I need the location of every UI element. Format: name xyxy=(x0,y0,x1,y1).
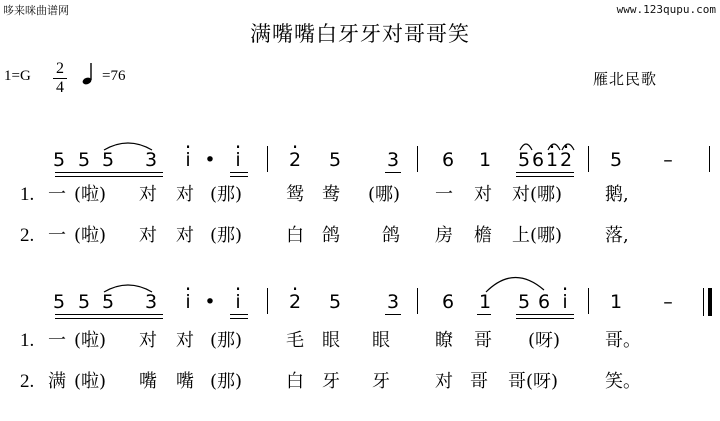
song-origin: 雁北民歌 xyxy=(593,70,658,88)
verse-number: 1. xyxy=(20,184,35,205)
lyric-syllable: 对 xyxy=(176,184,194,205)
note: 6 xyxy=(441,291,455,313)
lyric-syllable: 眼 xyxy=(322,330,340,351)
note: · 2 xyxy=(558,150,574,170)
lyric-syllable: 一 xyxy=(48,330,66,351)
lyric-syllable: 鹅, xyxy=(605,184,629,205)
lyric-syllable: 对 xyxy=(474,184,492,205)
note: 6 xyxy=(441,149,455,171)
note-dot: • xyxy=(204,149,216,171)
lyric-syllable: 一 xyxy=(48,225,66,246)
lyric-syllable: 落, xyxy=(605,225,629,246)
key-signature: 1=G xyxy=(4,68,31,84)
lyric-syllable: (那) xyxy=(210,330,243,351)
lyric-syllable: 对 xyxy=(435,371,453,392)
lyric-syllable: 对(哪) xyxy=(512,184,563,205)
lyric-syllable: 白 xyxy=(286,371,304,392)
lyric-syllable: 毛 xyxy=(286,330,304,351)
site-watermark-left: 哆来咪曲谱网 xyxy=(3,4,69,17)
lyric-syllable: (啦) xyxy=(74,184,107,205)
note: 3 xyxy=(386,149,400,171)
note: 5 xyxy=(101,149,115,171)
time-denominator: 4 xyxy=(56,79,64,96)
lyric-syllable: (啦) xyxy=(74,225,107,246)
lyric-syllable: (啦) xyxy=(74,330,107,351)
note: 5 xyxy=(77,291,91,313)
lyric-line xyxy=(0,372,720,394)
note: 5 xyxy=(328,149,342,171)
lyric-syllable: 鸯 xyxy=(322,184,340,205)
note: · i xyxy=(557,292,573,312)
lyric-syllable: 笑。 xyxy=(605,371,641,392)
note: 5 xyxy=(77,149,91,171)
note: 5 xyxy=(609,149,623,171)
lyric-syllable: 哥(呀) xyxy=(508,371,559,392)
lyric-syllable: 眼 xyxy=(372,330,390,351)
verse-number: 1. xyxy=(20,330,35,351)
slur xyxy=(484,270,546,294)
song-title: 满嘴嘴白牙牙对哥哥笑 xyxy=(250,22,470,46)
lyric-syllable: 瞭 xyxy=(435,330,453,351)
note: 3 xyxy=(386,291,400,313)
note: · 2 xyxy=(287,292,303,312)
lyric-syllable: 满 xyxy=(48,371,66,392)
lyric-syllable: 嘴 xyxy=(139,371,157,392)
note: 5 xyxy=(328,291,342,313)
note: · i xyxy=(230,150,246,170)
verse-number: 2. xyxy=(20,371,35,392)
lyric-syllable: 哥 xyxy=(474,330,492,351)
lyric-syllable: 鸽 xyxy=(382,225,400,246)
lyric-syllable: (啦) xyxy=(74,371,107,392)
lyric-syllable: 牙 xyxy=(322,371,340,392)
note: 5 xyxy=(52,291,66,313)
note: · 2 xyxy=(287,150,303,170)
lyric-syllable: 白 xyxy=(286,225,304,246)
note: 3 xyxy=(144,291,158,313)
lyric-syllable: (呀) xyxy=(528,330,561,351)
site-watermark-right: www.123qupu.com xyxy=(616,3,716,16)
lyric-line xyxy=(0,331,720,353)
note: · i xyxy=(230,292,246,312)
tempo-value: =76 xyxy=(102,68,126,84)
note: 6 xyxy=(531,149,545,171)
note-dash: – xyxy=(663,149,673,171)
lyric-syllable: 对 xyxy=(176,225,194,246)
note: · 1 xyxy=(544,150,560,170)
lyric-syllable: 檐 xyxy=(474,225,492,246)
lyric-syllable: (那) xyxy=(210,371,243,392)
note: 5 xyxy=(517,149,531,171)
note: 3 xyxy=(144,149,158,171)
note-dot: • xyxy=(204,291,216,313)
lyric-syllable: 对 xyxy=(176,330,194,351)
verse-number: 2. xyxy=(20,225,35,246)
lyric-syllable: 牙 xyxy=(372,371,390,392)
lyric-syllable: 哥 xyxy=(470,371,488,392)
note: 1 xyxy=(478,291,492,313)
slur xyxy=(102,280,154,294)
note: 6 xyxy=(537,291,551,313)
lyric-syllable: 鸽 xyxy=(322,225,340,246)
lyric-syllable: 一 xyxy=(435,184,453,205)
lyric-syllable: (那) xyxy=(210,225,243,246)
lyric-syllable: (哪) xyxy=(368,184,401,205)
note: 5 xyxy=(101,291,115,313)
lyric-syllable: 嘴 xyxy=(176,371,194,392)
lyric-syllable: 一 xyxy=(48,184,66,205)
note: · i xyxy=(180,292,196,312)
note-dash: – xyxy=(663,291,673,313)
lyric-syllable: 对 xyxy=(139,184,157,205)
lyric-syllable: 对 xyxy=(139,225,157,246)
note: · i xyxy=(180,150,196,170)
lyric-syllable: 房 xyxy=(435,225,453,246)
lyric-syllable: 鸳 xyxy=(286,184,304,205)
note: 5 xyxy=(52,149,66,171)
lyric-syllable: 上(哪) xyxy=(512,225,563,246)
lyric-syllable: 哥。 xyxy=(605,330,641,351)
note: 5 xyxy=(517,291,531,313)
time-numerator: 2 xyxy=(56,60,64,77)
lyric-syllable: (那) xyxy=(210,184,243,205)
note: 1 xyxy=(609,291,623,313)
note: 1 xyxy=(478,149,492,171)
lyric-syllable: 对 xyxy=(139,330,157,351)
